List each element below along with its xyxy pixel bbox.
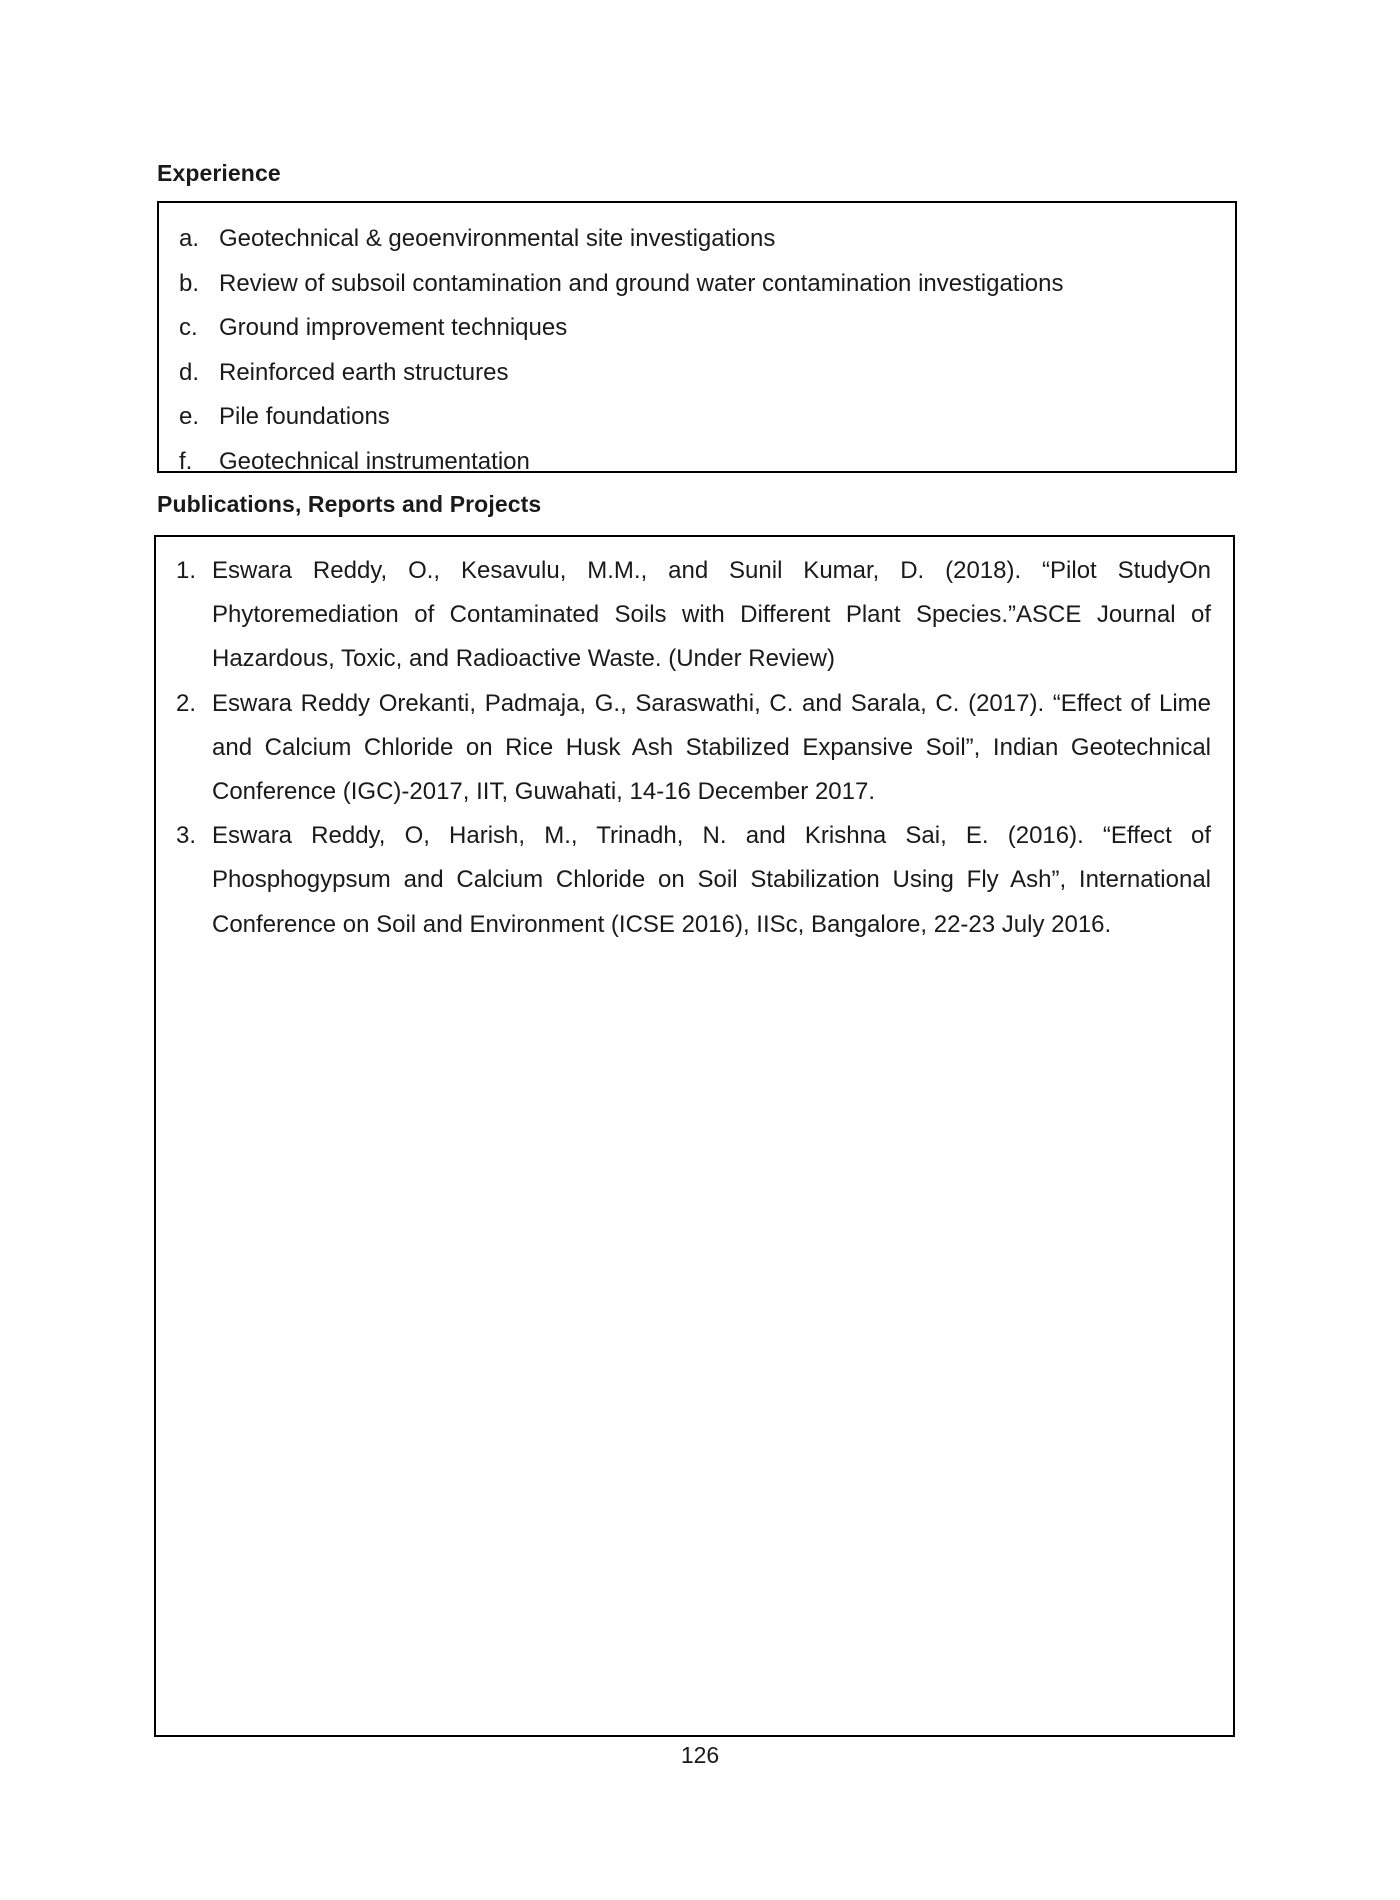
publication-item xyxy=(176,814,1211,947)
publication-item-marker: 3. xyxy=(176,822,197,850)
experience-item xyxy=(179,262,1215,307)
experience-box xyxy=(157,201,1237,473)
experience-item-text: Ground improvement techniques xyxy=(219,314,568,341)
experience-item-text: Geotechnical instrumentation xyxy=(219,447,530,475)
publication-item-text: Eswara Reddy, O., Kesavulu, M.M., and Sunil Kumar, D. (2018). “Pilot StudyOn Phytoremediation of Contaminated Soils with Different Plant Species.”ASCE Journal of Hazardous, Toxic, and Radioactive Waste. (Under Review) xyxy=(212,557,1211,673)
experience-item xyxy=(179,306,1215,351)
experience-item-text: Geotechnical & geoenvironmental site investigations xyxy=(219,225,776,252)
page-number: 126 xyxy=(680,1742,720,1768)
publication-item-text: Eswara Reddy Orekanti, Padmaja, G., Saraswathi, C. and Sarala, C. (2017). “Effect of Lime and Calcium Chloride on Rice Husk Ash Stabilized Expansive Soil”, Indian Geotechnical Conference (IGC)-2017, IIT, Guwahati, 14-16 December 2017. xyxy=(212,689,1211,806)
experience-item-marker: d. xyxy=(179,358,200,386)
experience-item-marker: a. xyxy=(179,225,200,252)
experience-item-marker: b. xyxy=(179,269,200,297)
publication-item-text: Eswara Reddy, O, Harish, M., Trinadh, N. and Krishna Sai, E. (2016). “Effect of Phosphogypsum and Calcium Chloride on Soil Stabilization Using Fly Ash”, International Conference on Soil and Environment (ICSE 2016), IISc, Bangalore, 22-23 July 2016. xyxy=(212,822,1211,938)
publication-item-marker: 2. xyxy=(176,689,197,717)
experience-list xyxy=(179,217,1215,484)
experience-item-text: Review of subsoil contamination and ground water contamination investigations xyxy=(219,269,1064,297)
experience-item xyxy=(179,440,1215,485)
experience-heading: Experience xyxy=(157,160,281,186)
publications-heading: Publications, Reports and Projects xyxy=(157,491,542,517)
experience-item xyxy=(179,217,1215,262)
experience-item-marker: e. xyxy=(179,403,200,430)
experience-item-text: Pile foundations xyxy=(219,403,390,430)
experience-item-marker: c. xyxy=(179,314,198,341)
experience-item xyxy=(179,395,1215,440)
publication-item xyxy=(176,682,1211,815)
publications-box xyxy=(154,535,1235,1737)
publication-item-marker: 1. xyxy=(176,557,197,584)
experience-item-text: Reinforced earth structures xyxy=(219,358,509,386)
publications-list xyxy=(176,549,1211,947)
experience-item-marker: f. xyxy=(179,447,193,475)
publication-item xyxy=(176,549,1211,682)
experience-item xyxy=(179,351,1215,396)
